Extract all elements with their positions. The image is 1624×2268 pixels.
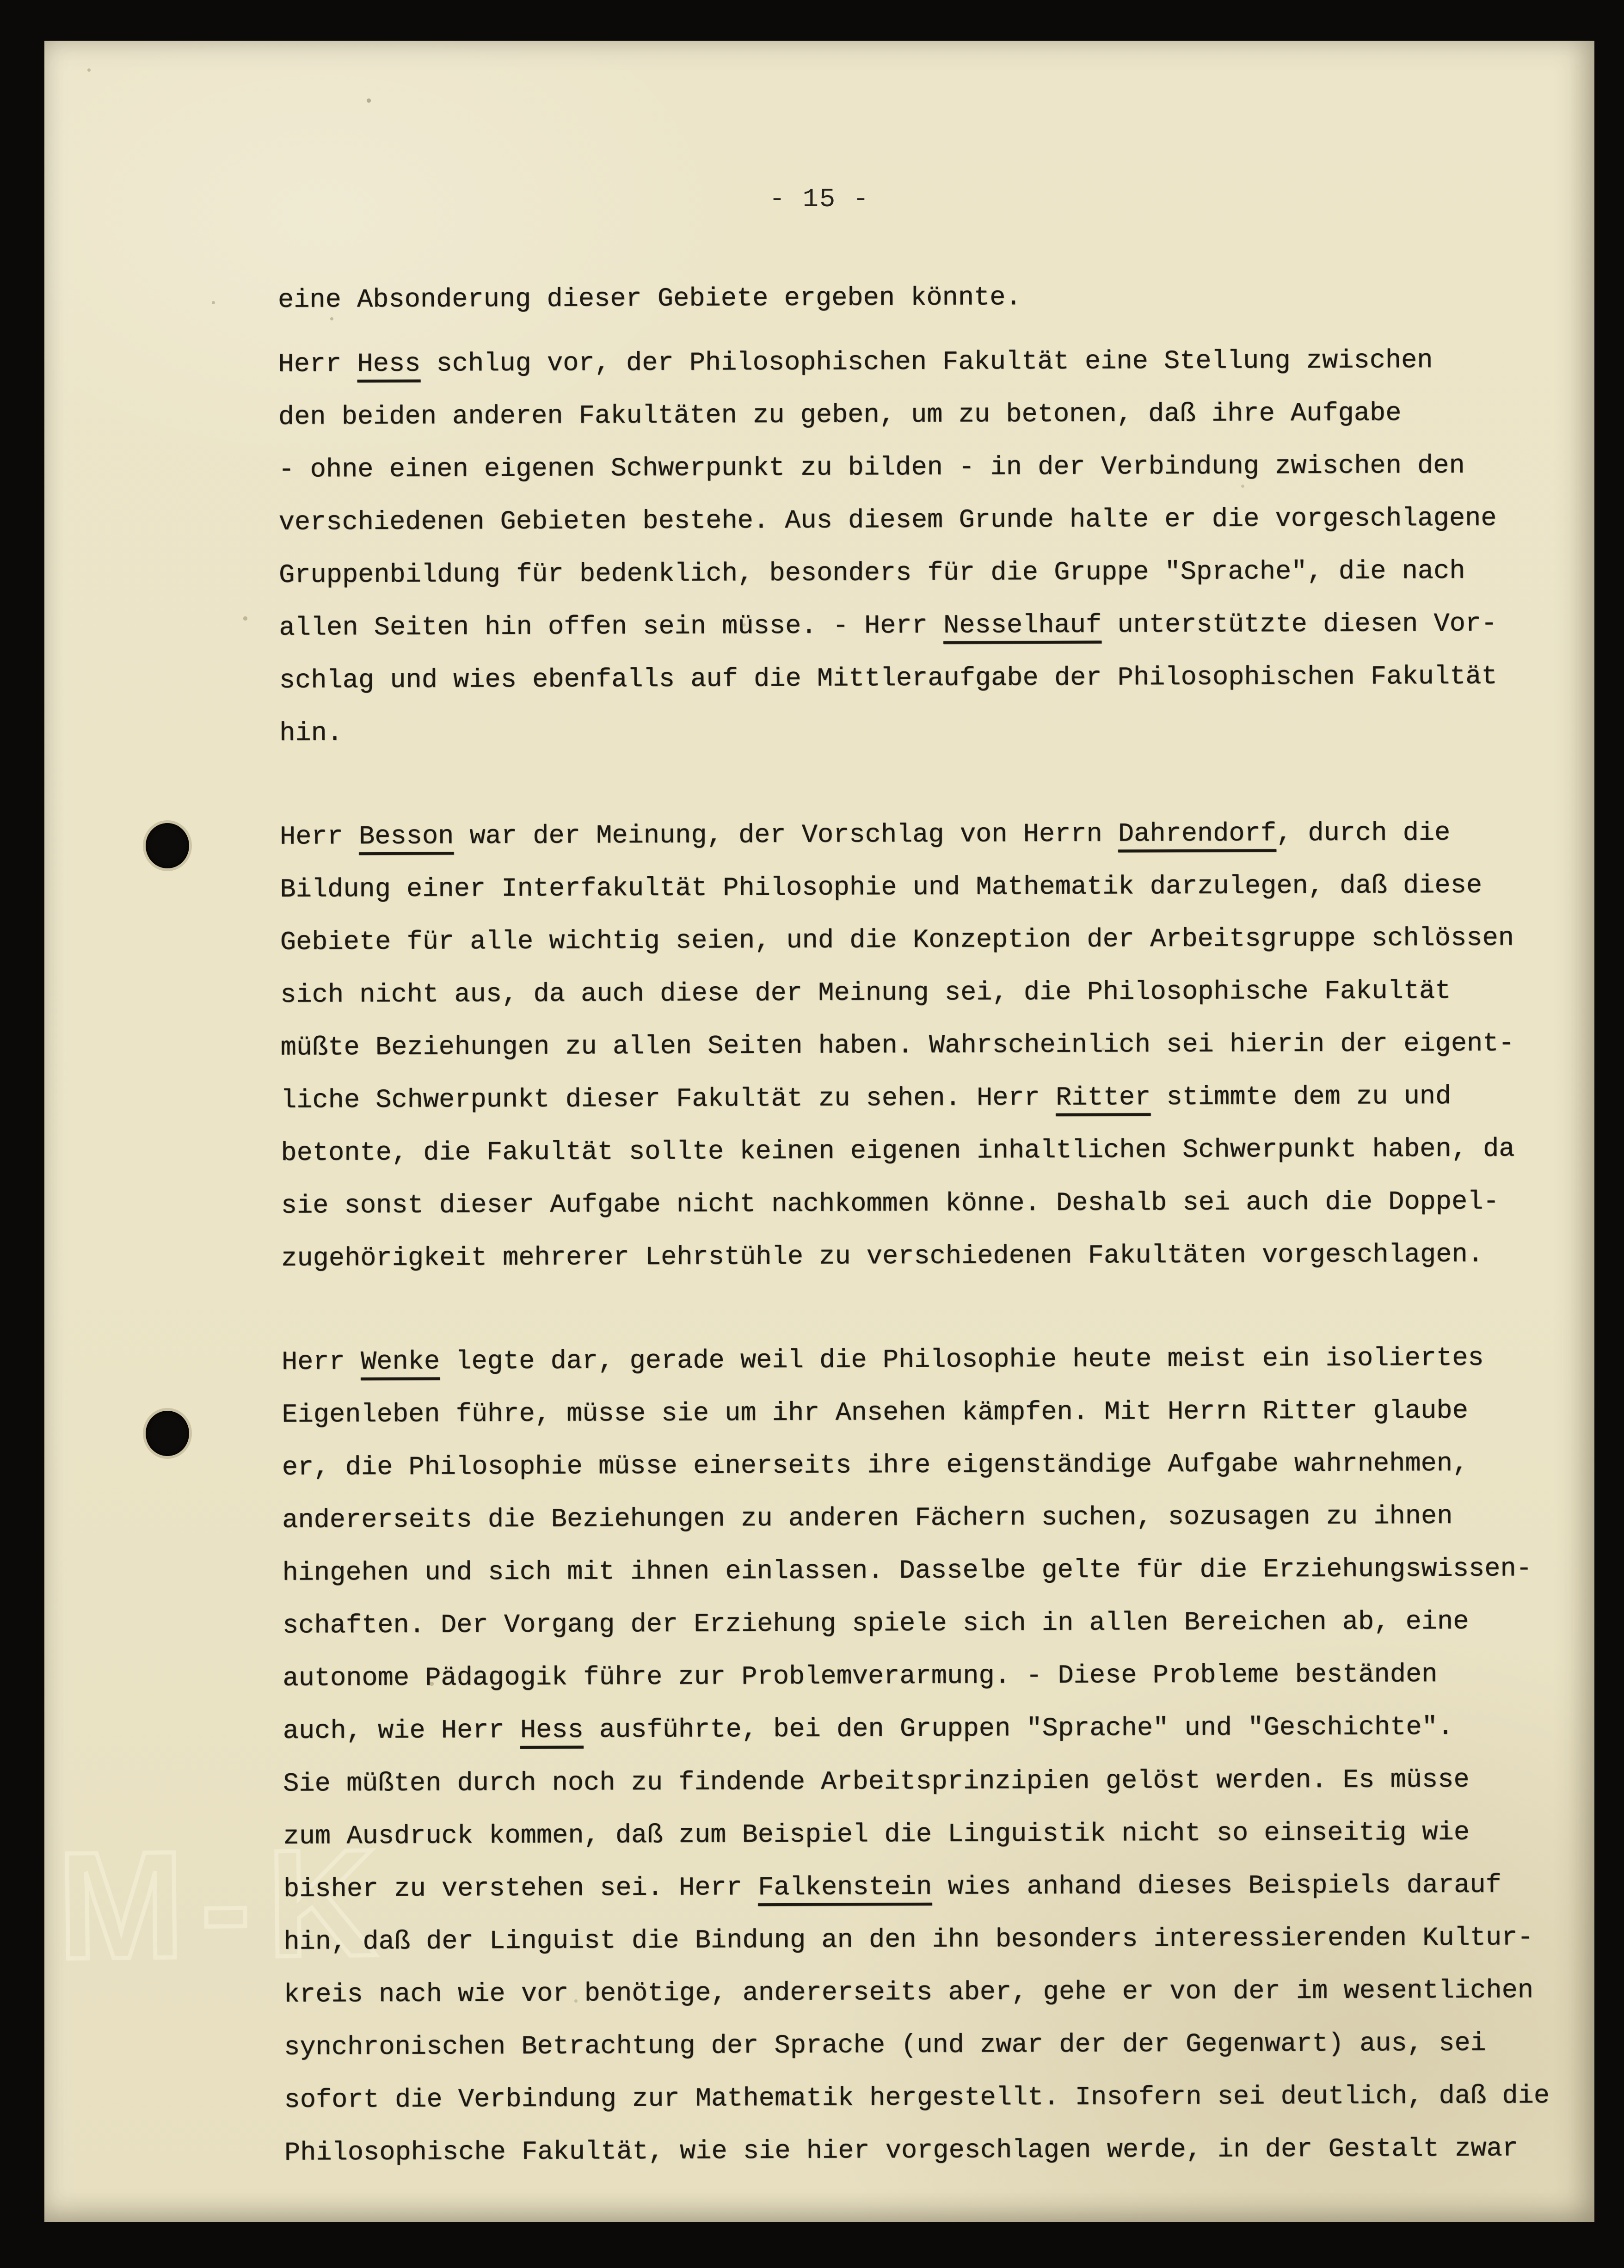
text-segment: verschiedenen Gebieten bestehe. Aus diesem Grunde halte er die vorgeschlagene xyxy=(278,504,1497,538)
text-segment: stimmte dem zu und xyxy=(1150,1082,1452,1113)
paragraph xyxy=(280,806,1549,1285)
text-line xyxy=(278,439,1545,497)
text-segment: Philosophische Fakultät, wie sie hier vorgeschlagen werde, in der Gestalt zwar xyxy=(284,2134,1519,2168)
text-line xyxy=(281,1070,1548,1127)
text-segment: sie sonst dieser Aufgabe nicht nachkommen könne. Deshalb sei auch die Doppel- xyxy=(281,1187,1499,1221)
page-number: - 15 - xyxy=(769,185,870,215)
text-segment: müßte Beziehungen zu allen Seiten haben. Wahrscheinlich sei hierin der eigent- xyxy=(280,1029,1514,1063)
text-line xyxy=(279,703,1546,760)
paragraph xyxy=(282,1332,1551,2180)
text-line xyxy=(283,1806,1550,1863)
underlined-name: Falkenstein xyxy=(758,1872,932,1903)
text-line xyxy=(283,1912,1550,1969)
text-line xyxy=(284,2122,1551,2180)
text-segment: hin, daß der Linguist die Bindung an den ihn besonders interessierenden Kultur- xyxy=(283,1923,1533,1957)
text-line xyxy=(280,806,1547,864)
text-segment: zum Ausdruck kommen, daß zum Beispiel die Linguistik nicht so einseitig wie xyxy=(283,1818,1470,1852)
paper-sheet xyxy=(44,41,1594,2222)
text-line xyxy=(279,650,1546,707)
bleed-through-stamp: M-K xyxy=(56,1817,394,1991)
text-line xyxy=(281,1228,1548,1285)
text-line xyxy=(283,1701,1550,1758)
text-segment: auch, wie Herr xyxy=(283,1715,521,1746)
text-line xyxy=(282,1332,1549,1389)
text-segment: sofort die Verbindung zur Mathematik hergestellt. Insofern sei deutlich, daß die xyxy=(284,2081,1550,2115)
text-segment: eine Absonderung dieser Gebiete ergeben könnte. xyxy=(277,283,1021,315)
text-segment: liche Schwerpunkt dieser Fakultät zu sehen. Herr xyxy=(280,1083,1056,1116)
text-segment: , durch die xyxy=(1276,818,1451,849)
text-line xyxy=(283,1753,1550,1811)
text-line xyxy=(284,1964,1551,2022)
text-line xyxy=(280,1017,1547,1075)
paper-specks xyxy=(44,41,46,42)
text-line xyxy=(280,912,1547,969)
text-line xyxy=(282,1384,1549,1442)
text-line xyxy=(282,1490,1549,1547)
typewritten-text xyxy=(278,270,1551,2180)
text-segment: er, die Philosophie müsse einerseits ihre eigenständige Aufgabe wahrnehmen, xyxy=(282,1449,1469,1483)
text-segment: Sie müßten durch noch zu findende Arbeitsprinzipien gelöst werden. Es müsse xyxy=(283,1765,1470,1799)
text-segment: Herr xyxy=(278,350,357,380)
hole-punch-top xyxy=(146,823,189,868)
underlined-name: Ritter xyxy=(1056,1083,1151,1113)
underlined-name: Nesselhauf xyxy=(943,610,1102,641)
text-segment: schlug vor, der Philosophischen Fakultät eine Stellung zwischen xyxy=(420,346,1433,379)
text-line xyxy=(283,1859,1550,1916)
text-segment: allen Seiten hin offen sein müsse. - Herr xyxy=(279,611,944,643)
text-segment: schaften. Der Vorgang der Erziehung spiele sich in allen Bereichen ab, eine xyxy=(282,1607,1469,1641)
underlined-name: Hess xyxy=(520,1715,584,1746)
text-line xyxy=(283,1648,1550,1705)
text-line xyxy=(281,1175,1548,1233)
text-line xyxy=(278,387,1545,444)
text-line xyxy=(278,492,1545,549)
text-segment: sich nicht aus, da auch diese der Meinung sei, die Philosophische Fakultät xyxy=(280,976,1451,1010)
text-segment: unterstützte diesen Vor- xyxy=(1101,609,1497,640)
text-segment: synchronischen Betrachtung der Sprache (und zwar der der Gegenwart) aus, sei xyxy=(284,2028,1486,2063)
text-line xyxy=(279,545,1546,602)
text-segment: hingehen und sich mit ihnen einlassen. Dasselbe gelte für die Erziehungswissen- xyxy=(282,1554,1532,1588)
text-line xyxy=(280,965,1547,1022)
hole-punch-bottom xyxy=(146,1411,189,1456)
text-line xyxy=(284,2017,1551,2074)
text-segment: war der Meinung, der Vorschlag von Herrn xyxy=(454,819,1119,852)
text-segment: Herr xyxy=(279,822,359,852)
paragraph xyxy=(278,270,1545,327)
text-segment: wies anhand dieses Beispiels darauf xyxy=(932,1870,1501,1902)
underlined-name: Besson xyxy=(358,822,454,852)
text-segment: schlag und wies ebenfalls auf die Mittleraufgabe der Philosophischen Fakultät xyxy=(279,662,1497,696)
text-line xyxy=(279,597,1546,655)
text-segment: Eigenleben führe, müsse sie um ihr Ansehen kämpfen. Mit Herrn Ritter glaube xyxy=(282,1396,1468,1430)
text-segment: andererseits die Beziehungen zu anderen Fächern suchen, sozusagen zu ihnen xyxy=(282,1501,1453,1536)
text-line xyxy=(282,1543,1549,1600)
text-segment: Gruppenbildung für bedenklich, besonders für die Gruppe "Sprache", die nach xyxy=(278,556,1465,590)
text-line xyxy=(278,270,1545,327)
text-line xyxy=(280,859,1547,916)
text-segment: betonte, die Fakultät sollte keinen eigenen inhaltlichen Schwerpunkt haben, da xyxy=(281,1134,1515,1168)
text-segment: - ohne einen eigenen Schwerpunkt zu bilden - in der Verbindung zwischen den xyxy=(278,451,1465,485)
underlined-name: Dahrendorf xyxy=(1118,819,1277,849)
text-segment: den beiden anderen Fakultäten zu geben, um zu betonen, daß ihre Aufgabe xyxy=(278,399,1402,432)
text-segment: zugehörigkeit mehrerer Lehrstühle zu verschiedenen Fakultäten vorgeschlagen. xyxy=(281,1240,1483,1274)
text-segment: bisher zu verstehen sei. Herr xyxy=(283,1873,758,1905)
text-segment: legte dar, gerade weil die Philosophie heute meist ein isoliertes xyxy=(439,1343,1484,1377)
text-segment: hin. xyxy=(279,719,343,749)
text-line xyxy=(284,2070,1551,2127)
text-line xyxy=(283,1595,1550,1653)
text-line xyxy=(281,1123,1548,1180)
underlined-name: Hess xyxy=(357,349,421,380)
text-segment: Gebiete für alle wichtig seien, und die Konzeption der Arbeitsgruppe schlössen xyxy=(280,923,1514,958)
text-line xyxy=(278,334,1545,391)
paragraph xyxy=(278,334,1546,760)
underlined-name: Wenke xyxy=(360,1347,440,1377)
text-segment: kreis nach wie vor benötige, andererseits aber, gehe er von der im wesentlichen xyxy=(283,1976,1534,2010)
text-segment: ausführte, bei den Gruppen "Sprache" und "Geschichte". xyxy=(583,1712,1454,1746)
text-segment: Bildung einer Interfakultät Philosophie und Mathematik darzulegen, daß diese xyxy=(280,871,1483,905)
text-line xyxy=(282,1437,1549,1494)
text-segment: autonome Pädagogik führe zur Problemverarmung. - Diese Probleme beständen xyxy=(283,1660,1438,1694)
text-segment: Herr xyxy=(281,1347,361,1377)
